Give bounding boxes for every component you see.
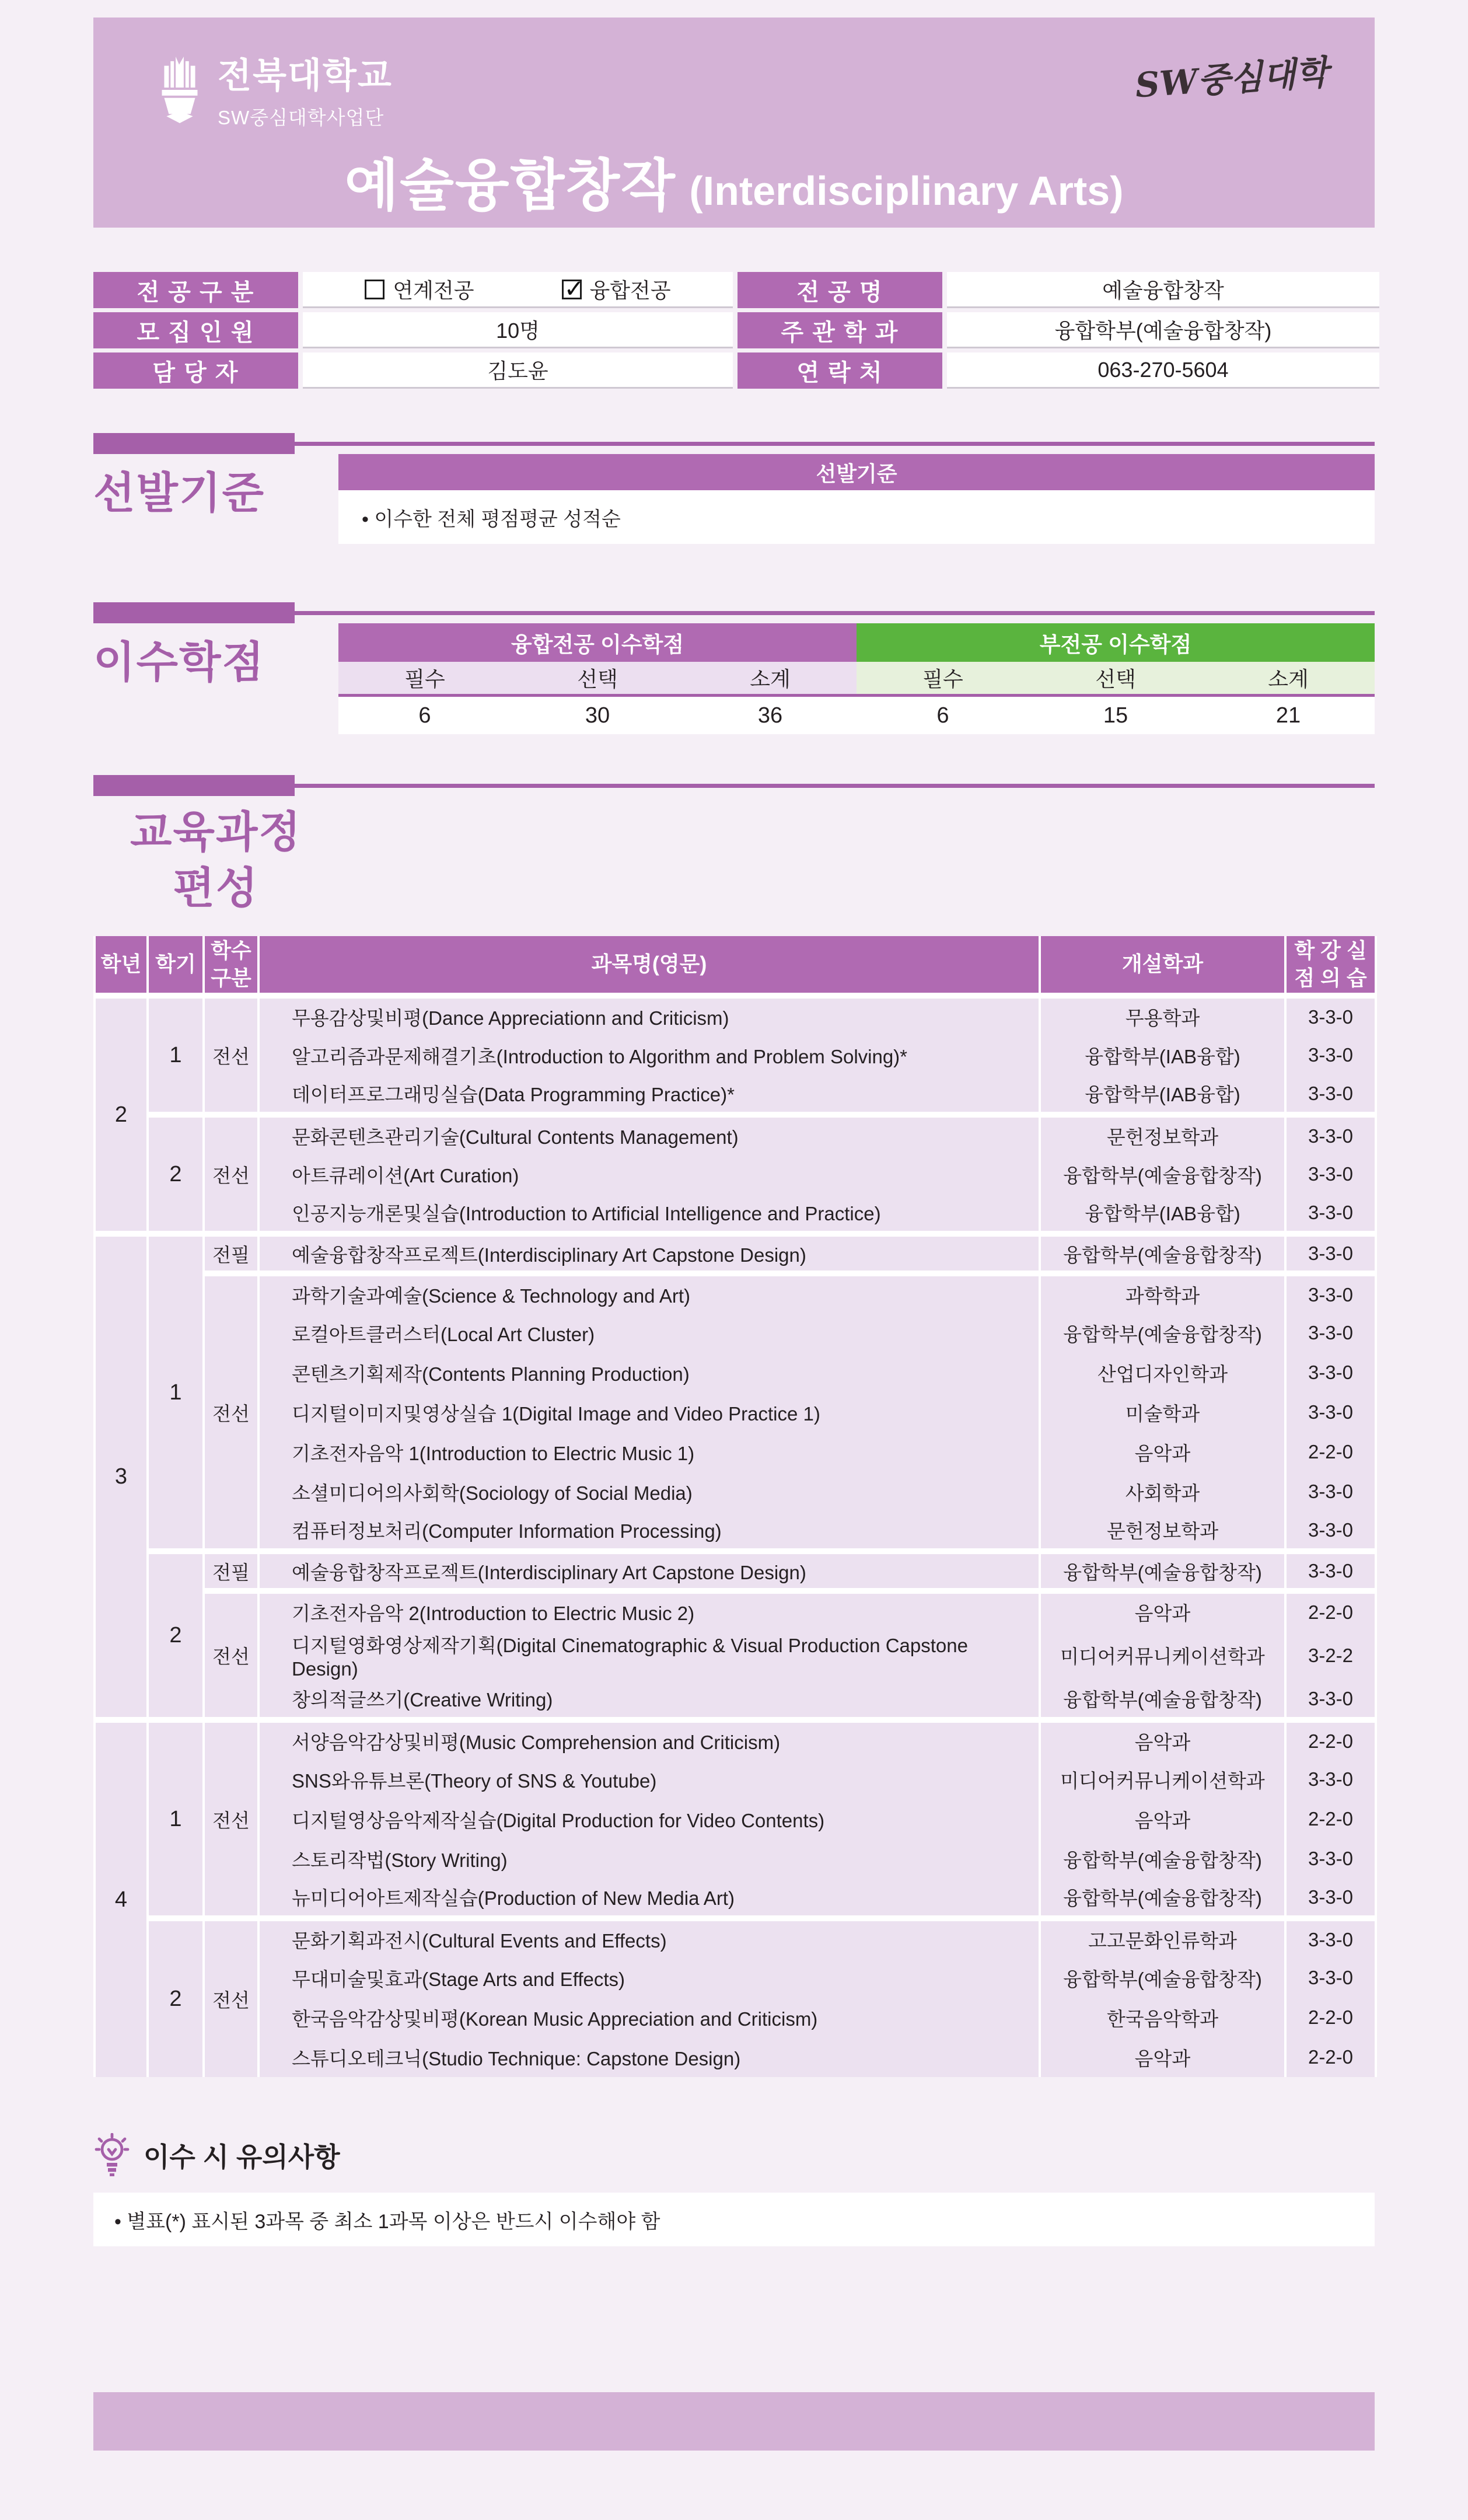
checkbox-label: 융합전공	[589, 278, 671, 302]
curriculum-course-row	[95, 1591, 1376, 1631]
minor-credits-header: 부전공 이수학점	[857, 623, 1375, 662]
curriculum-name: 무대미술및효과(Stage Arts and Effects)	[258, 1958, 1040, 1998]
curriculum-course-row	[95, 1918, 1376, 1958]
curriculum-course-row	[95, 1958, 1376, 1998]
curriculum-name: 디지털영화영상제작기획(Digital Cinematographic & Visual Production Capstone Design)	[258, 1631, 1040, 1680]
selection-heading: 선발기준	[93, 469, 265, 517]
curriculum-dept: 음악과	[1040, 2037, 1285, 2077]
curriculum-dept: 융합학부(IAB융합)	[1040, 1194, 1285, 1234]
minor-credits-values	[857, 697, 1375, 734]
curriculum-credit: 2-2-0	[1285, 2037, 1376, 2077]
curriculum-heading-line2: 편성	[173, 864, 259, 913]
university-emblem-icon	[155, 55, 205, 123]
contact-person-value: 김도윤	[303, 352, 733, 389]
curriculum-column-header: 학기	[148, 936, 204, 996]
curriculum-name: 무용감상및비평(Dance Appreciationn and Criticism)	[258, 996, 1040, 1035]
section-tab	[93, 775, 295, 796]
curriculum-dept: 융합학부(예술융합창작)	[1040, 1313, 1285, 1353]
curriculum-name: 스토리작법(Story Writing)	[258, 1839, 1040, 1879]
major-type-option	[365, 274, 474, 304]
curriculum-dept: 미디어커뮤니케이션학과	[1040, 1760, 1285, 1799]
major-name-value: 예술융합창작	[947, 272, 1379, 308]
curriculum-dept: 사회학과	[1040, 1472, 1285, 1512]
contact-person-label: 담 당 자	[93, 352, 298, 389]
curriculum-column-header: 과목명(영문)	[258, 936, 1040, 996]
curriculum-year: 4	[95, 1720, 148, 2077]
curriculum-column-header: 개설학과	[1040, 936, 1285, 996]
section-decoration	[93, 602, 1375, 623]
col-subtotal: 소계	[1268, 667, 1309, 691]
col-elective: 선택	[577, 667, 618, 691]
program-info-table	[93, 272, 1375, 389]
curriculum-name: 스튜디오테크닉(Studio Technique: Capstone Design)	[258, 2037, 1040, 2077]
curriculum-dept: 융합학부(예술융합창작)	[1040, 1958, 1285, 1998]
required-value: 6	[418, 703, 431, 728]
required-value: 6	[936, 703, 949, 728]
curriculum-dept: 융합학부(예술융합창작)	[1040, 1839, 1285, 1879]
converged-credits-header: 융합전공 이수학점	[338, 623, 857, 662]
section-rule	[295, 611, 1375, 615]
curriculum-dept: 융합학부(예술융합창작)	[1040, 1154, 1285, 1194]
curriculum-heading	[93, 804, 338, 916]
curriculum-dept: 융합학부(IAB융합)	[1040, 1075, 1285, 1115]
curriculum-course-row	[95, 1115, 1376, 1154]
curriculum-course-row	[95, 1432, 1376, 1472]
curriculum-dept: 고고문화인류학과	[1040, 1918, 1285, 1958]
curriculum-name: 인공지능개론및실습(Introduction to Artificial Intelligence and Practice)	[258, 1194, 1040, 1234]
curriculum-sem: 1	[148, 1720, 204, 1918]
curriculum-credit: 2-2-0	[1285, 1591, 1376, 1631]
elective-value: 15	[1103, 703, 1128, 728]
section-rule	[295, 784, 1375, 788]
curriculum-credit: 3-3-0	[1285, 1879, 1376, 1918]
curriculum-name: 예술융합창작프로젝트(Interdisciplinary Art Capstone Design)	[258, 1234, 1040, 1273]
curriculum-column-header: 학년	[95, 936, 148, 996]
major-name-label: 전 공 명	[738, 272, 942, 308]
curriculum-name: 로컬아트클러스터(Local Art Cluster)	[258, 1313, 1040, 1353]
curriculum-credit: 3-3-0	[1285, 1273, 1376, 1313]
minor-credits	[857, 623, 1375, 734]
curriculum-name: 기초전자음악 2(Introduction to Electric Music 2)	[258, 1591, 1040, 1631]
curriculum-course-row	[95, 1392, 1376, 1432]
curriculum-dept: 문헌정보학과	[1040, 1512, 1285, 1551]
page-title	[93, 141, 1375, 221]
curriculum-credit: 3-3-0	[1285, 1115, 1376, 1154]
curriculum-course-row	[95, 996, 1376, 1035]
curriculum-dept: 미디어커뮤니케이션학과	[1040, 1631, 1285, 1680]
curriculum-name: 서양음악감상및비평(Music Comprehension and Criticism)	[258, 1720, 1040, 1760]
major-type-options	[303, 274, 733, 304]
curriculum-credit: 3-3-0	[1285, 1918, 1376, 1958]
curriculum-credit: 3-3-0	[1285, 996, 1376, 1035]
converged-major-credits	[338, 623, 857, 734]
curriculum-name: 알고리즘과문제해결기초(Introduction to Algorithm and Problem Solving)*	[258, 1035, 1040, 1075]
quota-value: 10명	[303, 312, 733, 348]
curriculum-course-row	[95, 1472, 1376, 1512]
curriculum-type: 전선	[204, 1720, 258, 1918]
subtotal-value: 36	[757, 703, 783, 728]
curriculum-credit: 3-3-0	[1285, 1760, 1376, 1799]
curriculum-name: 한국음악감상및비평(Korean Music Appreciation and Criticism)	[258, 1998, 1040, 2037]
curriculum-course-row	[95, 1551, 1376, 1591]
converged-credits-values	[338, 697, 857, 734]
university-logo	[155, 48, 393, 130]
curriculum-type: 전선	[204, 996, 258, 1115]
curriculum-type: 전선	[204, 1918, 258, 2077]
curriculum-name: 기초전자음악 1(Introduction to Electric Music 1)	[258, 1432, 1040, 1472]
curriculum-credit: 3-2-2	[1285, 1631, 1376, 1680]
empty-checkbox[interactable]	[365, 280, 385, 299]
phone-value: 063-270-5604	[947, 352, 1379, 389]
logo-text	[218, 48, 393, 130]
curriculum-credit: 3-3-0	[1285, 1313, 1376, 1353]
curriculum-credit: 3-3-0	[1285, 1194, 1376, 1234]
curriculum-dept: 미술학과	[1040, 1392, 1285, 1432]
curriculum-credit: 2-2-0	[1285, 1720, 1376, 1760]
curriculum-dept: 융합학부(예술융합창작)	[1040, 1234, 1285, 1273]
curriculum-name: 뉴미디어아트제작실습(Production of New Media Art)	[258, 1879, 1040, 1918]
curriculum-credit: 3-3-0	[1285, 1154, 1376, 1194]
checkbox-label: 연계전공	[393, 278, 474, 302]
lightbulb-icon	[93, 2133, 131, 2177]
curriculum-sem: 2	[148, 1918, 204, 2077]
major-type-option	[562, 274, 671, 304]
curriculum-table	[93, 936, 1377, 2077]
major-type-value	[303, 272, 733, 308]
col-required: 필수	[404, 667, 445, 691]
curriculum-credit: 2-2-0	[1285, 1998, 1376, 2037]
section-rule	[295, 442, 1375, 446]
curriculum-heading-line1: 교육과정	[130, 808, 302, 856]
sw-university-badge: SW중심대학	[1134, 52, 1330, 106]
curriculum-dept: 무용학과	[1040, 996, 1285, 1035]
curriculum-name: 디지털이미지및영상실습 1(Digital Image and Video Practice 1)	[258, 1392, 1040, 1432]
curriculum-name: 과학기술과예술(Science & Technology and Art)	[258, 1273, 1040, 1313]
notice-text: • 별표(*) 표시된 3과목 중 최소 1과목 이상은 반드시 이수해야 함	[93, 2193, 1375, 2246]
curriculum-credit: 3-3-0	[1285, 1512, 1376, 1551]
curriculum-course-row	[95, 1313, 1376, 1353]
curriculum-name: 문화기획과전시(Cultural Events and Effects)	[258, 1918, 1040, 1958]
curriculum-course-row	[95, 1631, 1376, 1680]
curriculum-type: 전선	[204, 1115, 258, 1234]
curriculum-course-row	[95, 1998, 1376, 2037]
curriculum-course-row	[95, 1194, 1376, 1234]
org-name: SW중심대학사업단	[218, 107, 385, 128]
curriculum-name: SNS와유튜브론(Theory of SNS & Youtube)	[258, 1760, 1040, 1799]
section-decoration	[93, 775, 1375, 796]
curriculum-credit: 2-2-0	[1285, 1799, 1376, 1839]
curriculum-name: 창의적글쓰기(Creative Writing)	[258, 1680, 1040, 1720]
minor-credits-subheader	[857, 662, 1375, 697]
col-elective: 선택	[1095, 667, 1136, 691]
quota-label: 모 집 인 원	[93, 312, 298, 348]
phone-label: 연 락 처	[738, 352, 942, 389]
curriculum-credit: 3-3-0	[1285, 1839, 1376, 1879]
section-tab	[93, 602, 295, 623]
curriculum-name: 컴퓨터정보처리(Computer Information Processing)	[258, 1512, 1040, 1551]
curriculum-name: 예술융합창작프로젝트(Interdisciplinary Art Capstone Design)	[258, 1551, 1040, 1591]
curriculum-credit: 2-2-0	[1285, 1432, 1376, 1472]
curriculum-dept: 음악과	[1040, 1720, 1285, 1760]
credits-section	[93, 602, 1375, 734]
curriculum-credit: 3-3-0	[1285, 1680, 1376, 1720]
curriculum-course-row	[95, 1273, 1376, 1313]
curriculum-sem: 2	[148, 1551, 204, 1720]
notice-section	[93, 2133, 1375, 2246]
curriculum-dept: 융합학부(예술융합창작)	[1040, 1551, 1285, 1591]
university-name: 전북대학교	[218, 56, 393, 95]
checked-checkbox[interactable]	[562, 280, 582, 299]
converged-credits-subheader	[338, 662, 857, 697]
curriculum-course-row	[95, 1353, 1376, 1392]
elective-value: 30	[585, 703, 610, 728]
curriculum-column-header: 학 강 실 점 의 습	[1285, 936, 1376, 996]
header-banner	[93, 18, 1375, 228]
curriculum-course-row	[95, 1234, 1376, 1273]
curriculum-dept: 융합학부(예술융합창작)	[1040, 1680, 1285, 1720]
selection-criteria-text: • 이수한 전체 평점평균 성적순	[338, 490, 1375, 544]
curriculum-dept: 과학학과	[1040, 1273, 1285, 1313]
curriculum-credit: 3-3-0	[1285, 1392, 1376, 1432]
curriculum-name: 디지털영상음악제작실습(Digital Production for Video Contents)	[258, 1799, 1040, 1839]
curriculum-course-row	[95, 1154, 1376, 1194]
credits-table	[338, 623, 1375, 734]
major-type-label: 전 공 구 분	[93, 272, 298, 308]
curriculum-course-row	[95, 1879, 1376, 1918]
curriculum-section	[93, 775, 1375, 2077]
subtotal-value: 21	[1275, 703, 1301, 728]
page-title-korean: 예술융합창작	[344, 155, 676, 217]
curriculum-dept: 음악과	[1040, 1591, 1285, 1631]
curriculum-credit: 3-3-0	[1285, 1035, 1376, 1075]
col-required: 필수	[922, 667, 963, 691]
curriculum-course-row	[95, 1035, 1376, 1075]
curriculum-course-row	[95, 1839, 1376, 1879]
section-decoration	[93, 433, 1375, 454]
curriculum-type: 전선	[204, 1591, 258, 1720]
curriculum-dept: 한국음악학과	[1040, 1998, 1285, 2037]
credits-heading: 이수학점	[93, 638, 265, 686]
curriculum-sem: 1	[148, 1234, 204, 1551]
curriculum-credit: 3-3-0	[1285, 1234, 1376, 1273]
footer-bar	[93, 2392, 1375, 2451]
curriculum-name: 아트큐레이션(Art Curation)	[258, 1154, 1040, 1194]
curriculum-type: 전선	[204, 1273, 258, 1551]
selection-section	[93, 433, 1375, 544]
curriculum-dept: 융합학부(예술융합창작)	[1040, 1879, 1285, 1918]
curriculum-credit: 3-3-0	[1285, 1472, 1376, 1512]
curriculum-credit: 3-3-0	[1285, 1075, 1376, 1115]
curriculum-dept: 산업디자인학과	[1040, 1353, 1285, 1392]
selection-table-header: 선발기준	[338, 454, 1375, 490]
dept-value: 융합학부(예술융합창작)	[947, 312, 1379, 348]
curriculum-course-row	[95, 1799, 1376, 1839]
curriculum-year: 3	[95, 1234, 148, 1720]
curriculum-course-row	[95, 1512, 1376, 1551]
curriculum-type: 전필	[204, 1234, 258, 1273]
curriculum-course-row	[95, 1680, 1376, 1720]
curriculum-sem: 1	[148, 996, 204, 1115]
curriculum-dept: 융합학부(IAB융합)	[1040, 1035, 1285, 1075]
curriculum-course-row	[95, 1075, 1376, 1115]
curriculum-name: 콘텐츠기획제작(Contents Planning Production)	[258, 1353, 1040, 1392]
curriculum-year: 2	[95, 996, 148, 1234]
curriculum-dept: 음악과	[1040, 1799, 1285, 1839]
page-title-english: (Interdisciplinary Arts)	[689, 168, 1124, 214]
curriculum-dept: 음악과	[1040, 1432, 1285, 1472]
curriculum-credit: 3-3-0	[1285, 1353, 1376, 1392]
curriculum-credit: 3-3-0	[1285, 1551, 1376, 1591]
curriculum-course-row	[95, 1720, 1376, 1760]
dept-label: 주 관 학 과	[738, 312, 942, 348]
curriculum-name: 문화콘텐츠관리기술(Cultural Contents Management)	[258, 1115, 1040, 1154]
curriculum-credit: 3-3-0	[1285, 1958, 1376, 1998]
curriculum-name: 데이터프로그래밍실습(Data Programming Practice)*	[258, 1075, 1040, 1115]
curriculum-dept: 문헌정보학과	[1040, 1115, 1285, 1154]
curriculum-name: 소셜미디어의사회학(Sociology of Social Media)	[258, 1472, 1040, 1512]
section-tab	[93, 433, 295, 454]
curriculum-sem: 2	[148, 1115, 204, 1234]
col-subtotal: 소계	[750, 667, 791, 691]
curriculum-type: 전필	[204, 1551, 258, 1591]
curriculum-column-header: 학수 구분	[204, 936, 258, 996]
notice-title: 이수 시 유의사항	[144, 2142, 340, 2173]
curriculum-course-row	[95, 1760, 1376, 1799]
curriculum-course-row	[95, 2037, 1376, 2077]
